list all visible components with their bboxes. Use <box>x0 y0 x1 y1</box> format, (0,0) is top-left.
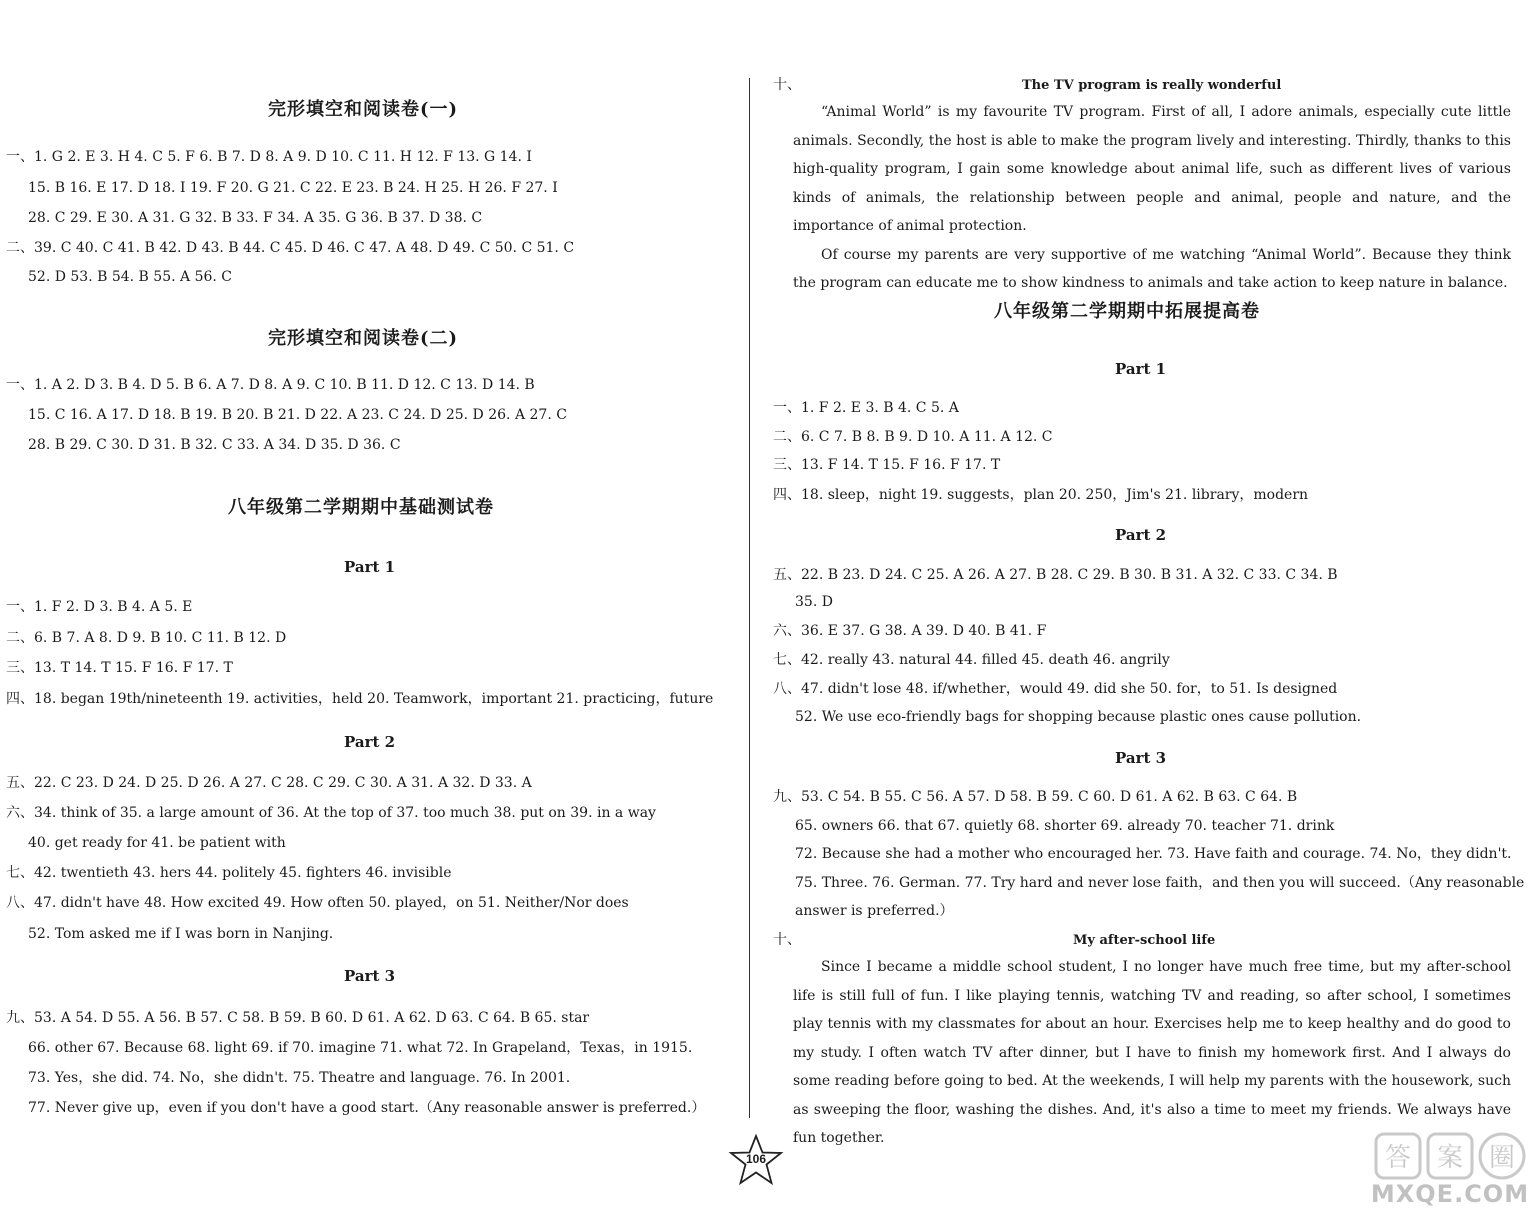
answer-line: 52. D 53. B 54. B 55. A 56. C <box>28 269 232 285</box>
answer-line: 三、13. F 14. T 15. F 16. F 17. T <box>773 457 1001 473</box>
part-heading: Part 3 <box>1115 749 1167 767</box>
answer-line: 九、53. A 54. D 55. A 56. B 57. C 58. B 59. B 60. D 61. A 62. D 63. C 64. B 65. star <box>6 1010 590 1026</box>
section-title-midterm-extension: 八年级第二学期期中拓展提高卷 <box>994 301 1260 322</box>
part-heading: Part 1 <box>1115 360 1167 378</box>
answer-line: 六、36. E 37. G 38. A 39. D 40. B 41. F <box>773 623 1047 639</box>
answer-line: 35. D <box>795 594 833 610</box>
answer-line: 八、47. didn't have 48. How excited 49. How often 50. played，on 51. Neither/Nor does <box>6 895 629 911</box>
essay-title: My after-school life <box>1073 933 1216 948</box>
answer-line: 77. Never give up，even if you don't have a good start.（Any reasonable answer is preferred.） <box>28 1100 706 1116</box>
answer-line: 一、1. A 2. D 3. B 4. D 5. B 6. A 7. D 8. A 9. C 10. B 11. D 12. C 13. D 14. B <box>6 377 535 393</box>
answer-line: 28. B 29. C 30. D 31. B 32. C 33. A 34. D 35. D 36. C <box>28 437 401 453</box>
svg-text:圈: 圈 <box>1488 1143 1516 1173</box>
answer-line: 二、6. C 7. B 8. B 9. D 10. A 11. A 12. C <box>773 429 1053 445</box>
answer-line: 二、39. C 40. C 41. B 42. D 43. B 44. C 45. D 46. C 47. A 48. D 49. C 50. C 51. C <box>6 240 575 256</box>
answer-line: 五、22. B 23. D 24. C 25. A 26. A 27. B 28. C 29. B 30. B 31. A 32. C 33. C 34. B <box>773 567 1338 583</box>
answer-line: 六、34. think of 35. a large amount of 36. At the top of 37. too much 38. put on 39. in a way <box>6 805 656 821</box>
part-heading: Part 2 <box>344 733 396 751</box>
answer-line: 一、1. F 2. D 3. B 4. A 5. E <box>6 599 193 615</box>
answer-line: 三、13. T 14. T 15. F 16. F 17. T <box>6 660 233 676</box>
answer-line: 15. C 16. A 17. D 18. B 19. B 20. B 21. D 22. A 23. C 24. D 25. D 26. A 27. C <box>28 407 567 423</box>
svg-text:答: 答 <box>1384 1143 1412 1173</box>
page-number-badge <box>728 1134 784 1186</box>
essay-body <box>793 953 1511 1153</box>
essay-paragraph: Since I became a middle school student, I no longer have much free time, but my after-school life is still full of fun. I like playing tennis, watching TV and reading, so after school, I sometimes play tennis with my classmates for about an hour. Exercises help me to keep healthy and do good to my study. I often watch TV after dinner, but I have to finish my homework first. And I always do some reading before going to bed. At the weekends, I will help my parents with the housework, such as sweeping the floor, washing the dishes. And, it's also a time to meet my friends. We always have fun together. <box>793 959 1511 1146</box>
part-heading: Part 3 <box>344 967 396 985</box>
part-heading: Part 2 <box>1115 526 1167 544</box>
answer-line: 72. Because she had a mother who encouraged her. 73. Have faith and courage. 74. No，they didn't. <box>795 846 1512 862</box>
answer-line: 四、18. began 19th/nineteenth 19. activities，held 20. Teamwork，important 21. practicing，future <box>6 691 714 707</box>
section-title-cloze-1: 完形填空和阅读卷(一) <box>268 99 459 120</box>
answer-line: 一、1. F 2. E 3. B 4. C 5. A <box>773 400 959 416</box>
essay-marker: 十、 <box>773 77 801 93</box>
answer-line: 四、18. sleep，night 19. suggests，plan 20. 250，Jim's 21. library，modern <box>773 487 1309 503</box>
answer-line: 七、42. really 43. natural 44. filled 45. death 46. angrily <box>773 652 1170 668</box>
essay-paragraph: “Animal World” is my favourite TV program. First of all, I adore animals, especially cute little animals. Secondly, the host is able to make the program lively and interesting. Thirdly, thanks to this high-quality program, I gain some knowledge about animal life, such as different lives of various kinds of animals, the relationship between people and animal, people and nature, and the importance of animal protection. <box>793 104 1511 234</box>
answer-line: 28. C 29. E 30. A 31. G 32. B 33. F 34. A 35. G 36. B 37. D 38. C <box>28 210 483 226</box>
answer-line: answer is preferred.） <box>795 903 954 919</box>
answer-line: 73. Yes，she did. 74. No，she didn't. 75. Theatre and language. 76. In 2001. <box>28 1070 571 1086</box>
answer-line: 九、53. C 54. B 55. C 56. A 57. D 58. B 59. C 60. D 61. A 62. B 63. C 64. B <box>773 789 1298 805</box>
svg-text:案: 案 <box>1436 1143 1464 1173</box>
answer-line: 40. get ready for 41. be patient with <box>28 835 286 851</box>
watermark-logo <box>1370 1128 1530 1184</box>
answer-line: 八、47. didn't lose 48. if/whether，would 49. did she 50. for，to 51. Is designed <box>773 681 1338 697</box>
essay-marker: 十、 <box>773 932 801 948</box>
essay-title: The TV program is really wonderful <box>1022 78 1282 93</box>
answer-line: 五、22. C 23. D 24. D 25. D 26. A 27. C 28. C 29. C 30. A 31. A 32. D 33. A <box>6 775 532 791</box>
page-number: 106 <box>745 1152 767 1166</box>
section-title-midterm-basic: 八年级第二学期期中基础测试卷 <box>228 497 494 518</box>
answer-line: 65. owners 66. that 67. quietly 68. shorter 69. already 70. teacher 71. drink <box>795 818 1335 834</box>
answer-line: 一、1. G 2. E 3. H 4. C 5. F 6. B 7. D 8. A 9. D 10. C 11. H 12. F 13. G 14. I <box>6 149 532 165</box>
answer-line: 75. Three. 76. German. 77. Try hard and never lose faith，and then you will succeed.（Any reasonable <box>795 875 1525 891</box>
column-divider <box>749 78 750 1118</box>
essay-body <box>793 98 1511 298</box>
section-title-cloze-2: 完形填空和阅读卷(二) <box>268 328 459 349</box>
answer-line: 52. Tom asked me if I was born in Nanjing. <box>28 926 334 942</box>
answer-line: 66. other 67. Because 68. light 69. if 70. imagine 71. what 72. In Grapeland，Texas，in 1915. <box>28 1040 693 1056</box>
answer-line: 二、6. B 7. A 8. D 9. B 10. C 11. B 12. D <box>6 630 287 646</box>
part-heading: Part 1 <box>344 558 396 576</box>
essay-paragraph: Of course my parents are very supportive of me watching “Animal World”. Because they think the program can educate me to show kindness to animals and take action to keep nature in balance. <box>793 246 1511 291</box>
answer-line: 15. B 16. E 17. D 18. I 19. F 20. G 21. C 22. E 23. B 24. H 25. H 26. F 27. I <box>28 180 558 196</box>
watermark <box>1370 1128 1530 1216</box>
answer-line: 七、42. twentieth 43. hers 44. politely 45. fighters 46. invisible <box>6 865 452 881</box>
answer-line: 52. We use eco-friendly bags for shopping because plastic ones cause pollution. <box>795 709 1362 725</box>
watermark-domain: MXQE.COM <box>1370 1180 1530 1208</box>
